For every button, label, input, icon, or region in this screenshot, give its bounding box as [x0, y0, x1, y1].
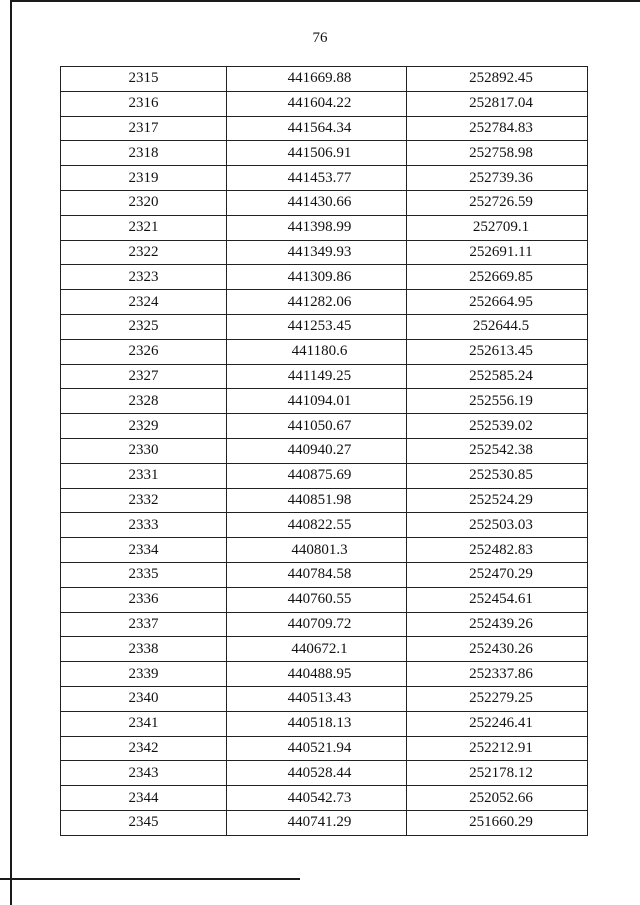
y-coordinate-cell: 252644.5 — [407, 314, 588, 339]
x-coordinate-cell: 440822.55 — [227, 513, 407, 538]
x-coordinate-cell: 441149.25 — [227, 364, 407, 389]
point-number-cell: 2319 — [61, 166, 227, 191]
point-number-cell: 2331 — [61, 463, 227, 488]
x-coordinate-cell: 441180.6 — [227, 339, 407, 364]
x-coordinate-cell: 441094.01 — [227, 389, 407, 414]
scan-edge-left — [10, 0, 12, 905]
x-coordinate-cell: 440542.73 — [227, 786, 407, 811]
x-coordinate-cell: 440940.27 — [227, 438, 407, 463]
y-coordinate-cell: 252664.95 — [407, 290, 588, 315]
table-row — [61, 488, 588, 513]
y-coordinate-cell: 252817.04 — [407, 91, 588, 116]
x-coordinate-cell: 441506.91 — [227, 141, 407, 166]
table-row — [61, 562, 588, 587]
table-row — [61, 736, 588, 761]
x-coordinate-cell: 440488.95 — [227, 662, 407, 687]
point-number-cell: 2344 — [61, 786, 227, 811]
x-coordinate-cell: 440801.3 — [227, 538, 407, 563]
point-number-cell: 2336 — [61, 587, 227, 612]
table-row — [61, 438, 588, 463]
y-coordinate-cell: 252454.61 — [407, 587, 588, 612]
point-number-cell: 2342 — [61, 736, 227, 761]
x-coordinate-cell: 440672.1 — [227, 637, 407, 662]
point-number-cell: 2343 — [61, 761, 227, 786]
x-coordinate-cell: 441349.93 — [227, 240, 407, 265]
y-coordinate-cell: 252613.45 — [407, 339, 588, 364]
point-number-cell: 2327 — [61, 364, 227, 389]
table-row — [61, 662, 588, 687]
point-number-cell: 2322 — [61, 240, 227, 265]
point-number-cell: 2318 — [61, 141, 227, 166]
table-row — [61, 190, 588, 215]
y-coordinate-cell: 252279.25 — [407, 686, 588, 711]
point-number-cell: 2338 — [61, 637, 227, 662]
y-coordinate-cell: 252524.29 — [407, 488, 588, 513]
scan-edge-bottom — [0, 878, 300, 880]
y-coordinate-cell: 252482.83 — [407, 538, 588, 563]
table-row — [61, 612, 588, 637]
y-coordinate-cell: 252178.12 — [407, 761, 588, 786]
point-number-cell: 2341 — [61, 711, 227, 736]
x-coordinate-cell: 440528.44 — [227, 761, 407, 786]
table-row — [61, 141, 588, 166]
point-number-cell: 2325 — [61, 314, 227, 339]
point-number-cell: 2328 — [61, 389, 227, 414]
point-number-cell: 2317 — [61, 116, 227, 141]
point-number-cell: 2334 — [61, 538, 227, 563]
x-coordinate-cell: 441050.67 — [227, 414, 407, 439]
x-coordinate-cell: 440513.43 — [227, 686, 407, 711]
point-number-cell: 2340 — [61, 686, 227, 711]
y-coordinate-cell: 252542.38 — [407, 438, 588, 463]
x-coordinate-cell: 441398.99 — [227, 215, 407, 240]
y-coordinate-cell: 252212.91 — [407, 736, 588, 761]
page-number: 76 — [312, 30, 328, 46]
y-coordinate-cell: 252052.66 — [407, 786, 588, 811]
table-row — [61, 240, 588, 265]
y-coordinate-cell: 252246.41 — [407, 711, 588, 736]
table-row — [61, 116, 588, 141]
point-number-cell: 2315 — [61, 67, 227, 92]
coordinates-table-body — [61, 67, 588, 836]
y-coordinate-cell: 252439.26 — [407, 612, 588, 637]
table-row — [61, 761, 588, 786]
table-row — [61, 513, 588, 538]
x-coordinate-cell: 440875.69 — [227, 463, 407, 488]
x-coordinate-cell: 441309.86 — [227, 265, 407, 290]
table-row — [61, 166, 588, 191]
table-row — [61, 538, 588, 563]
table-row — [61, 339, 588, 364]
y-coordinate-cell: 252503.03 — [407, 513, 588, 538]
y-coordinate-cell: 252470.29 — [407, 562, 588, 587]
y-coordinate-cell: 252530.85 — [407, 463, 588, 488]
table-row — [61, 637, 588, 662]
point-number-cell: 2329 — [61, 414, 227, 439]
y-coordinate-cell: 252784.83 — [407, 116, 588, 141]
point-number-cell: 2323 — [61, 265, 227, 290]
table-row — [61, 686, 588, 711]
point-number-cell: 2324 — [61, 290, 227, 315]
x-coordinate-cell: 441430.66 — [227, 190, 407, 215]
x-coordinate-cell: 440760.55 — [227, 587, 407, 612]
point-number-cell: 2330 — [61, 438, 227, 463]
table-row — [61, 67, 588, 92]
x-coordinate-cell: 440518.13 — [227, 711, 407, 736]
x-coordinate-cell: 441604.22 — [227, 91, 407, 116]
table-row — [61, 364, 588, 389]
x-coordinate-cell: 440784.58 — [227, 562, 407, 587]
table-row — [61, 414, 588, 439]
point-number-cell: 2335 — [61, 562, 227, 587]
table-row — [61, 265, 588, 290]
point-number-cell: 2332 — [61, 488, 227, 513]
point-number-cell: 2320 — [61, 190, 227, 215]
point-number-cell: 2339 — [61, 662, 227, 687]
x-coordinate-cell: 441669.88 — [227, 67, 407, 92]
y-coordinate-cell: 252739.36 — [407, 166, 588, 191]
scan-edge-top — [10, 0, 640, 2]
y-coordinate-cell: 252691.11 — [407, 240, 588, 265]
point-number-cell: 2337 — [61, 612, 227, 637]
table-row — [61, 91, 588, 116]
y-coordinate-cell: 252539.02 — [407, 414, 588, 439]
y-coordinate-cell: 252585.24 — [407, 364, 588, 389]
point-number-cell: 2316 — [61, 91, 227, 116]
x-coordinate-cell: 440709.72 — [227, 612, 407, 637]
y-coordinate-cell: 252556.19 — [407, 389, 588, 414]
y-coordinate-cell: 252430.26 — [407, 637, 588, 662]
table-row — [61, 463, 588, 488]
point-number-cell: 2345 — [61, 810, 227, 835]
point-number-cell: 2333 — [61, 513, 227, 538]
x-coordinate-cell: 441253.45 — [227, 314, 407, 339]
table-row — [61, 587, 588, 612]
table-row — [61, 786, 588, 811]
table-row — [61, 215, 588, 240]
x-coordinate-cell: 440851.98 — [227, 488, 407, 513]
y-coordinate-cell: 252709.1 — [407, 215, 588, 240]
x-coordinate-cell: 440741.29 — [227, 810, 407, 835]
table-row — [61, 314, 588, 339]
x-coordinate-cell: 441282.06 — [227, 290, 407, 315]
coordinates-table — [60, 66, 588, 836]
point-number-cell: 2321 — [61, 215, 227, 240]
x-coordinate-cell: 440521.94 — [227, 736, 407, 761]
table-row — [61, 290, 588, 315]
point-number-cell: 2326 — [61, 339, 227, 364]
y-coordinate-cell: 252892.45 — [407, 67, 588, 92]
y-coordinate-cell: 251660.29 — [407, 810, 588, 835]
y-coordinate-cell: 252337.86 — [407, 662, 588, 687]
table-row — [61, 810, 588, 835]
y-coordinate-cell: 252669.85 — [407, 265, 588, 290]
table-row — [61, 389, 588, 414]
x-coordinate-cell: 441453.77 — [227, 166, 407, 191]
table-row — [61, 711, 588, 736]
y-coordinate-cell: 252758.98 — [407, 141, 588, 166]
y-coordinate-cell: 252726.59 — [407, 190, 588, 215]
x-coordinate-cell: 441564.34 — [227, 116, 407, 141]
